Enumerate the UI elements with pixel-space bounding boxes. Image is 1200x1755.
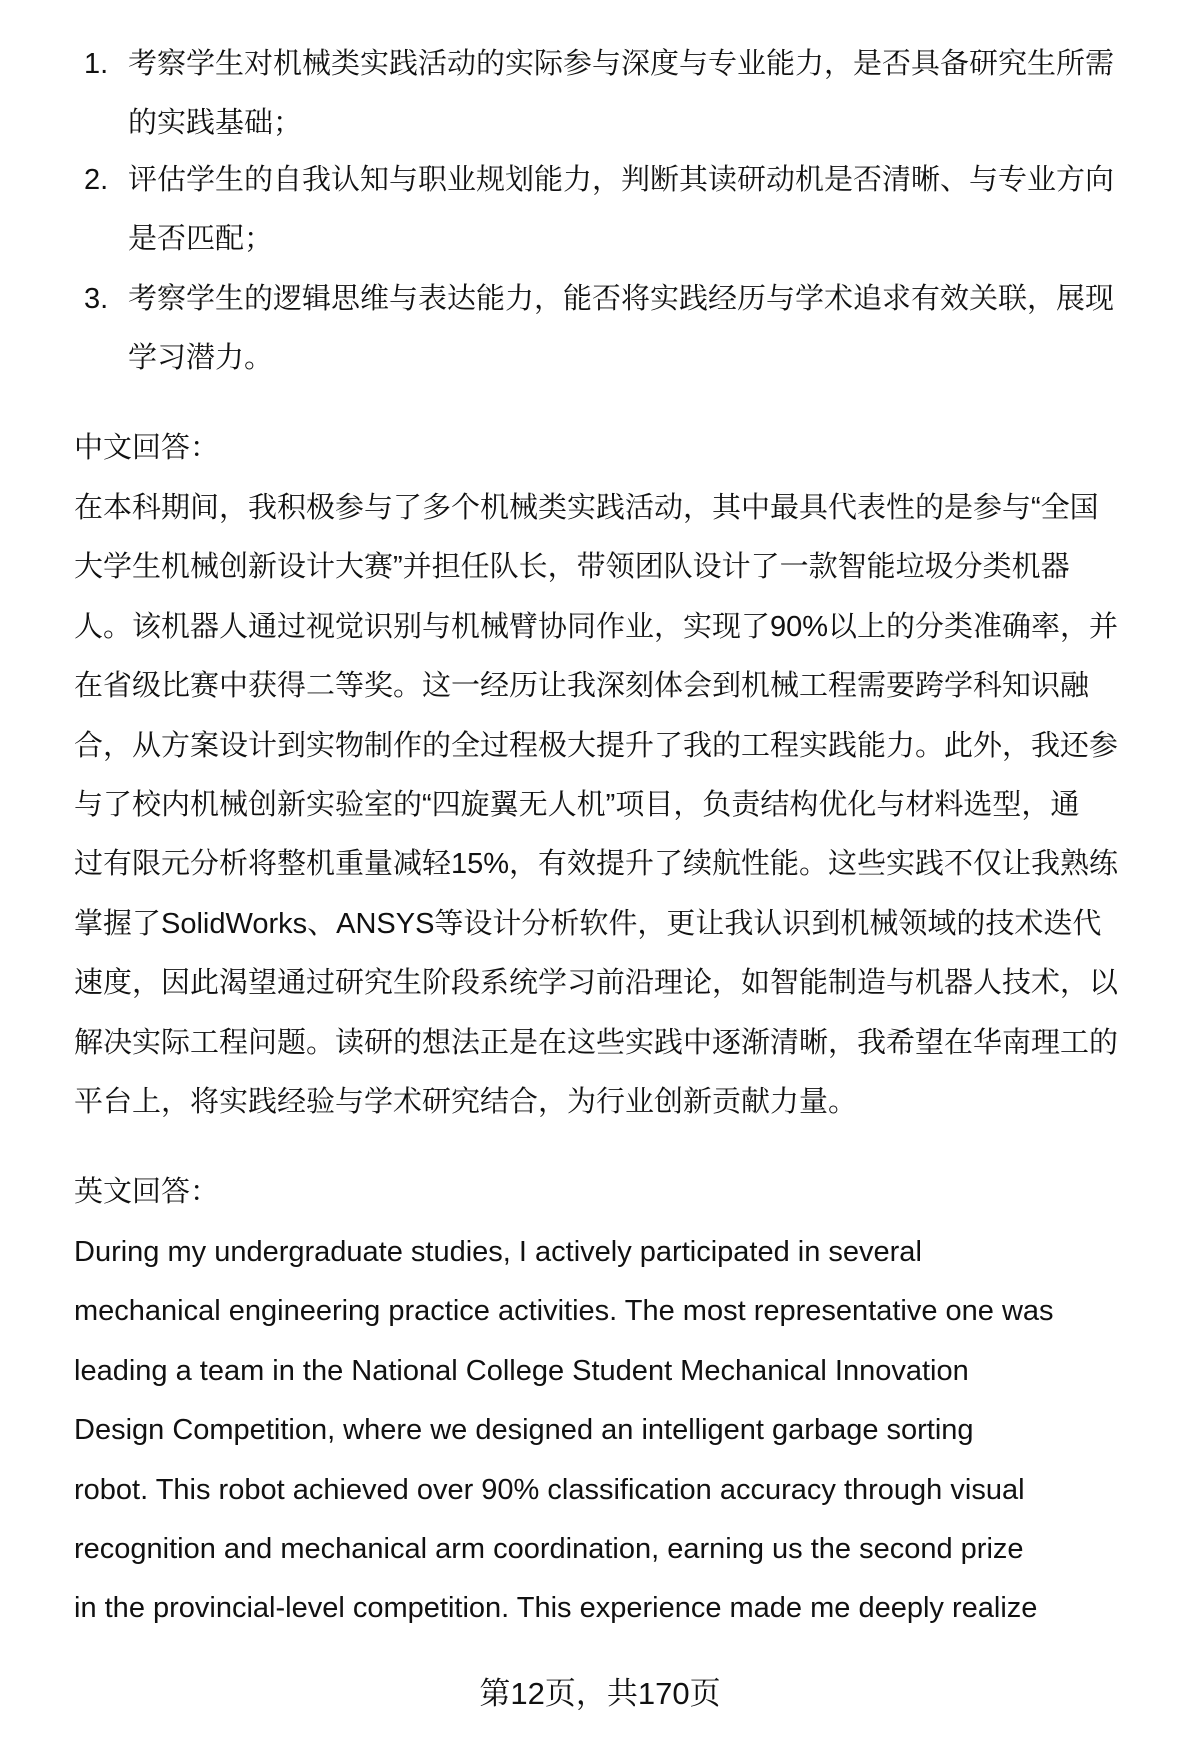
list-item-line: 评估学生的自我认知与职业规划能力，判断其读研动机是否清晰、与专业方向 (128, 164, 1115, 196)
paragraph-line: Design Competition, where we designed an intelligent garbage sorting (74, 1414, 974, 1447)
paragraph-line: 平台上，将实践经验与学术研究结合，为行业创新贡献力量。 (74, 1086, 858, 1118)
list-item-line: 学习潜力。 (128, 342, 274, 375)
paragraph-line: recognition and mechanical arm coordination, earning us the second prize (74, 1533, 1024, 1565)
paragraph-line: 过有限元分析将整机重量减轻15%，有效提升了续航性能。这些实践不仅让我熟练 (74, 848, 1119, 881)
top-crop-edge (0, 0, 1200, 46)
paragraph-line: 大学生机械创新设计大赛”并担任队长，带领团队设计了一款智能垃圾分类机器 (74, 551, 1070, 584)
list-number: 3. (84, 283, 109, 315)
page-number: 第12页，共170页 (479, 1676, 721, 1711)
section-heading-english: 英文回答： (74, 1176, 220, 1208)
list-item-line: 是否匹配； (128, 223, 274, 256)
list-number: 1. (84, 48, 109, 80)
paragraph-line: 在省级比赛中获得二等奖。这一经历让我深刻体会到机械工程需要跨学科知识融 (74, 670, 1090, 703)
list-item-line: 的实践基础； (128, 107, 303, 140)
paragraph-line: 人。该机器人通过视觉识别与机械臂协同作业，实现了90%以上的分类准确率，并 (74, 610, 1119, 643)
paragraph-line: 解决实际工程问题。读研的想法正是在这些实践中逐渐清晰，我希望在华南理工的 (74, 1026, 1119, 1059)
list-item-line: 考察学生对机械类实践活动的实际参与深度与专业能力，是否具备研究生所需 (128, 48, 1115, 80)
paragraph-line: 在本科期间，我积极参与了多个机械类实践活动，其中最具代表性的是参与“全国 (74, 492, 1099, 524)
paragraph-line: leading a team in the National College Student Mechanical Innovation (74, 1354, 969, 1387)
paragraph-line: 速度，因此渴望通过研究生阶段系统学习前沿理论，如智能制造与机器人技术，以 (74, 967, 1119, 1000)
paragraph-line: During my undergraduate studies, I actively participated in several (74, 1236, 922, 1268)
paragraph-line: 合，从方案设计到实物制作的全过程极大提升了我的工程实践能力。此外，我还参 (74, 729, 1119, 762)
paragraph-line: robot. This robot achieved over 90% classification accuracy through visual (74, 1473, 1025, 1506)
paragraph-line: mechanical engineering practice activities. The most representative one was (74, 1295, 1054, 1328)
list-number: 2. (84, 164, 109, 196)
list-item-line: 考察学生的逻辑思维与表达能力，能否将实践经历与学术追求有效关联，展现 (128, 283, 1115, 315)
section-heading-chinese: 中文回答： (74, 432, 220, 464)
paragraph-line: in the provincial-level competition. This experience made me deeply realize (74, 1592, 1038, 1625)
paragraph-line: 掌握了SolidWorks、ANSYS等设计分析软件，更让我认识到机械领域的技术迭代 (74, 907, 1102, 940)
paragraph-line: 与了校内机械创新实验室的“四旋翼无人机”项目，负责结构优化与材料选型，通 (74, 789, 1080, 821)
